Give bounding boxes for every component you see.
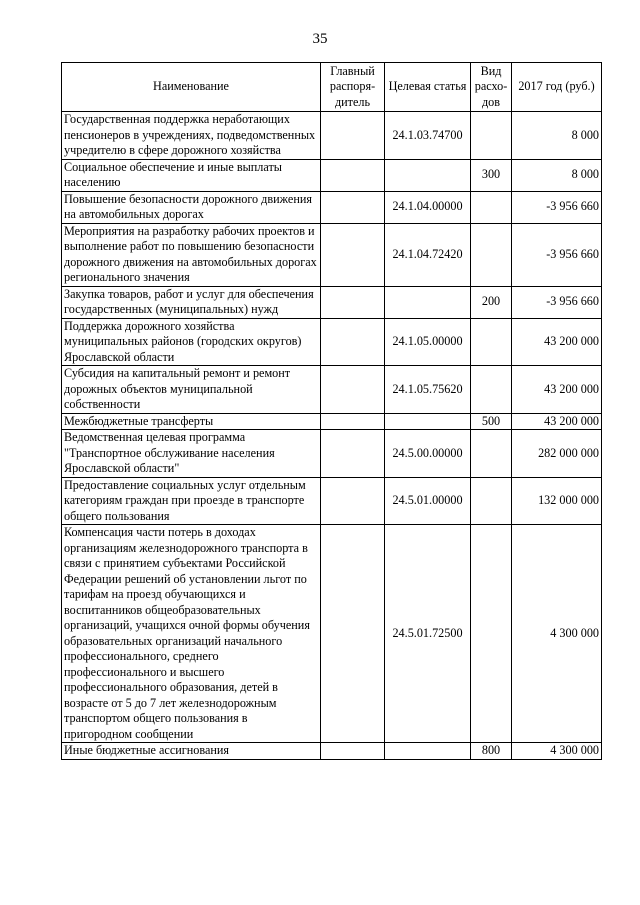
row-admin [321, 430, 385, 478]
row-expense-type [471, 477, 512, 525]
row-name: Компенсация части потерь в доходах организациям железнодорожного транспорта в связи с принятием субъектами Российской Федерации решений об установлении льгот по тарифам на проезд обучающихся и воспитанников общеобразовательных организаций, учащихся очной формы обучения образовательных организаций начального профессионального, среднего профессионального и высшего профессионального образования, детей в возрасте от 5 до 7 лет железнодорожным транспортом общего пользования в пригородном сообщении [62, 525, 321, 743]
table-row [62, 318, 602, 366]
row-expense-type [471, 112, 512, 160]
row-amount: -3 956 660 [512, 223, 602, 286]
table-row [62, 112, 602, 160]
row-amount: 132 000 000 [512, 477, 602, 525]
row-target: 24.1.05.75620 [385, 366, 471, 414]
row-target: 24.1.05.00000 [385, 318, 471, 366]
row-name: Иные бюджетные ассигнования [62, 743, 321, 760]
row-name: Мероприятия на разработку рабочих проектов и выполнение работ по повышению безопасности дорожного движения на автомобильных дорогах регионального значения [62, 223, 321, 286]
row-amount: -3 956 660 [512, 286, 602, 318]
row-admin [321, 191, 385, 223]
row-amount: 43 200 000 [512, 318, 602, 366]
row-amount: 8 000 [512, 159, 602, 191]
row-name: Предоставление социальных услуг отдельным категориям граждан при проезде в транспорте общего пользования [62, 477, 321, 525]
row-expense-type [471, 525, 512, 743]
page-number: 35 [312, 31, 328, 47]
row-expense-type: 800 [471, 743, 512, 760]
row-target: 24.1.03.74700 [385, 112, 471, 160]
row-admin [321, 159, 385, 191]
row-expense-type [471, 366, 512, 414]
row-target [385, 286, 471, 318]
row-name: Субсидия на капитальный ремонт и ремонт дорожных объектов муниципальной собственности [62, 366, 321, 414]
header-admin: Главный распоря-дитель [321, 63, 385, 112]
row-admin [321, 112, 385, 160]
row-admin [321, 286, 385, 318]
row-amount: 4 300 000 [512, 525, 602, 743]
row-amount: 4 300 000 [512, 743, 602, 760]
row-target: 24.1.04.72420 [385, 223, 471, 286]
row-target [385, 159, 471, 191]
row-amount: 43 200 000 [512, 413, 602, 430]
table-row [62, 366, 602, 414]
row-target [385, 743, 471, 760]
table-row [62, 223, 602, 286]
row-target: 24.5.01.00000 [385, 477, 471, 525]
row-name: Повышение безопасности дорожного движения на автомобильных дорогах [62, 191, 321, 223]
row-expense-type: 300 [471, 159, 512, 191]
row-target: 24.5.01.72500 [385, 525, 471, 743]
row-amount: 8 000 [512, 112, 602, 160]
row-target: 24.5.00.00000 [385, 430, 471, 478]
row-admin [321, 477, 385, 525]
row-name: Поддержка дорожного хозяйства муниципальных районов (городских округов) Ярославской области [62, 318, 321, 366]
table-row [62, 413, 602, 430]
row-name: Государственная поддержка неработающих пенсионеров в учреждениях, подведомственных учредителю в сфере дорожного хозяйства [62, 112, 321, 160]
row-amount: 43 200 000 [512, 366, 602, 414]
row-admin [321, 318, 385, 366]
budget-table [61, 62, 602, 760]
header-name: Наименование [62, 63, 321, 112]
row-expense-type: 200 [471, 286, 512, 318]
table-row [62, 525, 602, 743]
row-target [385, 413, 471, 430]
row-amount: 282 000 000 [512, 430, 602, 478]
row-expense-type [471, 223, 512, 286]
row-amount: -3 956 660 [512, 191, 602, 223]
header-amount: 2017 год (руб.) [512, 63, 602, 112]
header-target: Целевая статья [385, 63, 471, 112]
table-row [62, 743, 602, 760]
table-header-row [62, 63, 602, 112]
row-name: Закупка товаров, работ и услуг для обеспечения государственных (муниципальных) нужд [62, 286, 321, 318]
row-expense-type: 500 [471, 413, 512, 430]
row-admin [321, 223, 385, 286]
row-expense-type [471, 318, 512, 366]
table-row [62, 286, 602, 318]
row-expense-type [471, 430, 512, 478]
row-admin [321, 413, 385, 430]
header-expense-type: Вид расхо-дов [471, 63, 512, 112]
row-target: 24.1.04.00000 [385, 191, 471, 223]
row-expense-type [471, 191, 512, 223]
row-name: Социальное обеспечение и иные выплаты населению [62, 159, 321, 191]
table-row [62, 159, 602, 191]
table-row [62, 191, 602, 223]
row-name: Ведомственная целевая программа "Транспортное обслуживание населения Ярославской области" [62, 430, 321, 478]
table-row [62, 430, 602, 478]
table-row [62, 477, 602, 525]
row-admin [321, 525, 385, 743]
row-admin [321, 743, 385, 760]
row-admin [321, 366, 385, 414]
row-name: Межбюджетные трансферты [62, 413, 321, 430]
